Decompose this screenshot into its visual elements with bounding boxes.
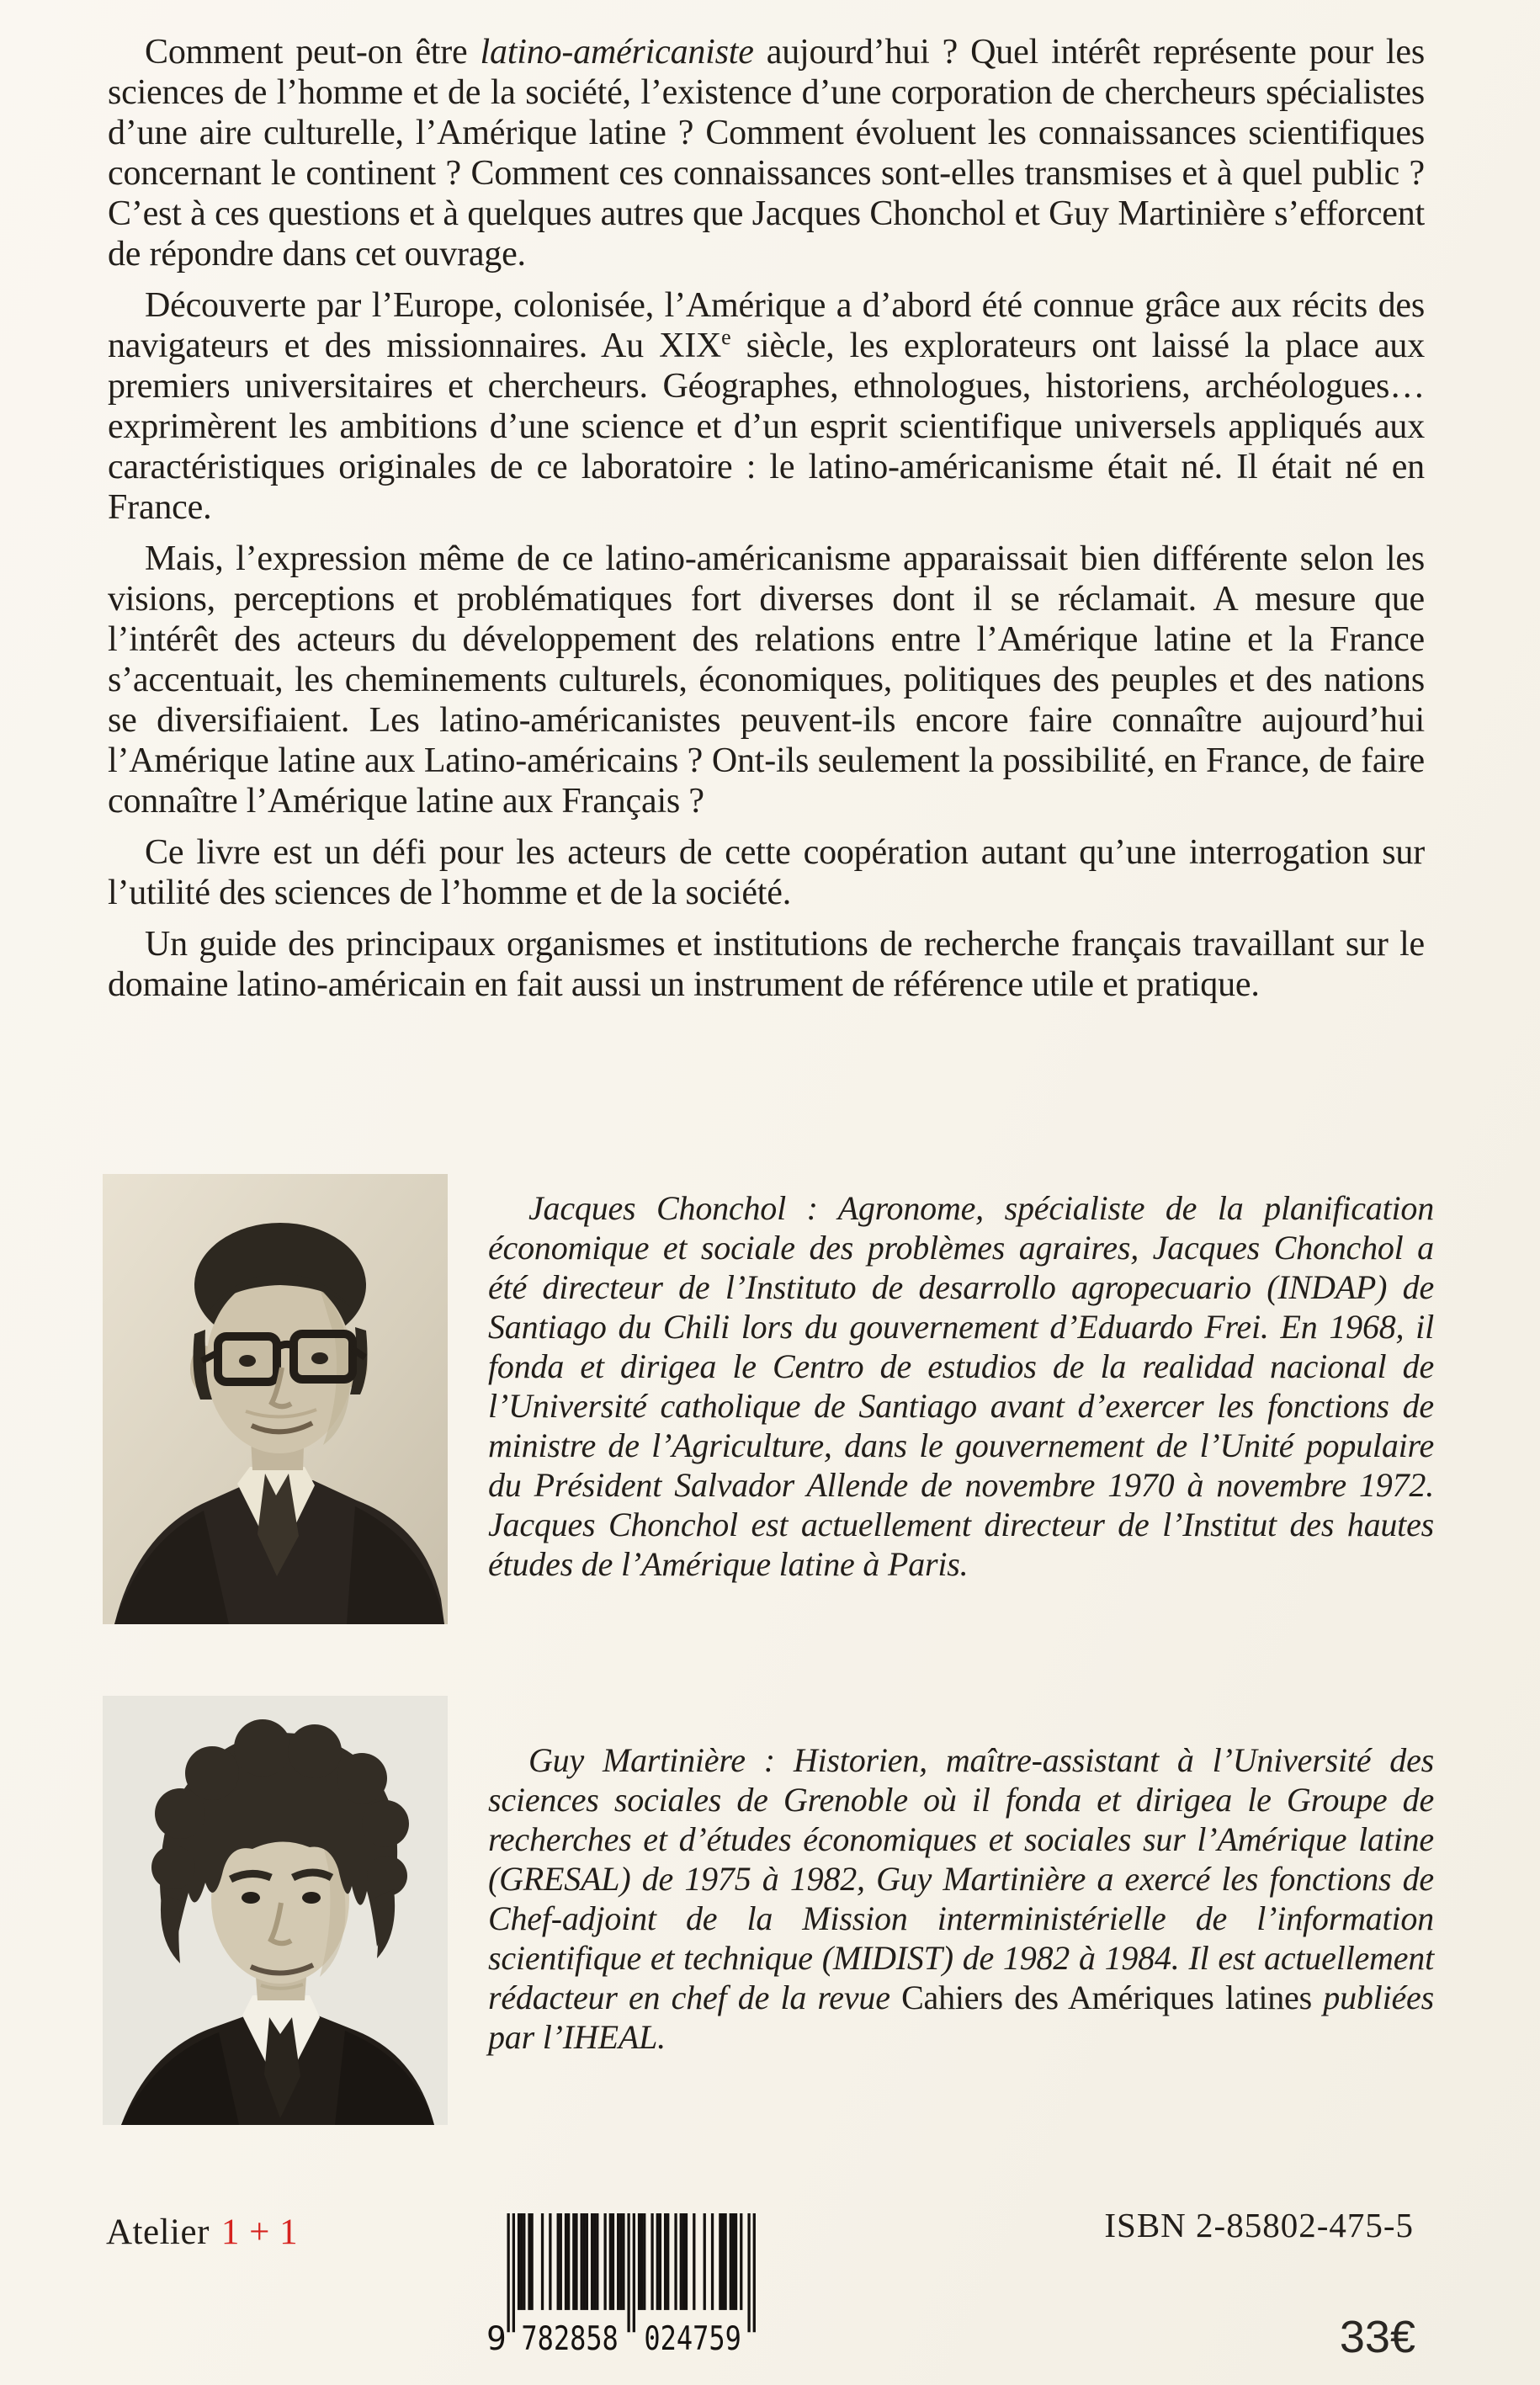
price-label: 33€	[1339, 2312, 1415, 2362]
text-run: e	[721, 325, 731, 349]
svg-text:024759: 024759	[644, 2319, 741, 2355]
guy-martiniere-bio	[488, 1740, 1434, 2057]
text-run: Comment peut-on être	[145, 33, 481, 72]
publisher-imprint	[106, 2212, 298, 2253]
publisher-name: Atelier	[106, 2212, 210, 2252]
text-run: latino-américaniste	[480, 33, 754, 72]
collection-name: 1 + 1	[220, 2212, 299, 2252]
text-run: publiées par l’IHEAL.	[488, 1979, 1434, 2056]
text-run: Mais, l’expression même de ce latino-américanisme apparaissait bien différente selon les visions, perceptions et problématiques fort diverses dont il se réclamait. A mesure que l’intérêt des acteurs du développement des relations entre l’Amérique latine et la France s’accentuait, les cheminements culturels, économiques, politiques des peuples et des nations se diversifiaient. Les latino-américanistes peuvent-ils encore faire connaître aujourd’hui l’Amérique latine aux Latino-américains ? Ont-ils seulement la possibilité, en France, de faire connaître l’Amérique latine aux Français ?	[108, 539, 1425, 821]
svg-text:782858: 782858	[521, 2319, 619, 2355]
text-run: Un guide des principaux organismes et institutions de recherche français travaillant sur le domaine latino-américain en fait aussi un instrument de référence utile et pratique.	[108, 925, 1425, 1004]
text-run: siècle, les explorateurs ont laissé la place aux premiers universitaires et chercheurs. Géographes, ethnologues, historiens, archéologues… exprimèrent les ambitions d’une science et d’un esprit scientifique universels appliqués aux caractéristiques originales de ce laboratoire : le latino-américanisme était né. Il était né en France.	[108, 327, 1425, 527]
ean13-barcode	[486, 2213, 759, 2355]
jacques-chonchol-portrait-photo	[103, 1174, 448, 1624]
text-run: Jacques Chonchol : Agronome, spécialiste de la planification économique et sociale des problèmes agraires, Jacques Chonchol a été directeur de l’Instituto de desarrollo agropecuario (INDAP) de Santiago du Chili lors du gouvernement d’Eduardo Frei. En 1968, il fonda et dirigea le Centro de estudios de la realidad nacional de l’Université catholique de Santiago avant d’exercer les fonctions de ministre de l’Agriculture, dans le gouvernement de l’Unité populaire du Président Salvador Allende de novembre 1970 à novembre 1972. Jacques Chonchol est actuellement directeur de l’Institut des hautes études de l’Amérique latine à Paris.	[488, 1189, 1434, 1583]
synopsis-paragraph	[108, 32, 1425, 274]
text-run: aujourd’hui ? Quel intérêt représente pour les sciences de l’homme et de la société, l’existence d’une corporation de chercheurs spécialistes d’une aire culturelle, l’Amérique latine ? Comment évoluent les connaissances scientifiques concernant le continent ? Comment ces connaissances sont-elles transmises et à quel public ? C’est à ces questions et à quelques autres que Jacques Chonchol et Guy Martinière s’efforcent de répondre dans cet ouvrage.	[108, 33, 1425, 274]
text-run: Cahiers des Amériques latines	[901, 1979, 1312, 2016]
synopsis-paragraph	[108, 832, 1425, 913]
synopsis-paragraph	[108, 924, 1425, 1005]
bio-paragraph	[488, 1740, 1434, 2057]
synopsis-text	[108, 32, 1425, 1016]
text-run: Découverte par l’Europe, colonisée, l’Amérique a d’abord été connue grâce aux récits des navigateurs et des missionnaires. Au XIX	[108, 286, 1425, 365]
isbn-label: ISBN 2-85802-475-5	[1104, 2206, 1414, 2244]
text-run: Ce livre est un défi pour les acteurs de cette coopération autant qu’une interrogation sur l’utilité des sciences de l’homme et de la société.	[108, 833, 1425, 912]
svg-text:9: 9	[486, 2319, 507, 2355]
jacques-chonchol-bio	[488, 1188, 1434, 1584]
barcode-bars	[486, 2213, 759, 2355]
synopsis-paragraph	[108, 539, 1425, 821]
guy-martiniere-portrait-photo	[103, 1696, 448, 2125]
text-run: Guy Martinière : Historien, maître-assistant à l’Université des sciences sociales de Grenoble où il fonda et dirigea le Groupe de recherches et d’études économiques et sociales sur l’Amérique latine (GRESAL) de 1975 à 1982, Guy Martinière a exercé les fonctions de Chef-adjoint de la Mission interministérielle de l’information scientifique et technique (MIDIST) de 1982 à 1984. Il est actuellement rédacteur en chef de la revue	[488, 1741, 1434, 2016]
synopsis-paragraph	[108, 285, 1425, 528]
bio-paragraph	[488, 1188, 1434, 1584]
